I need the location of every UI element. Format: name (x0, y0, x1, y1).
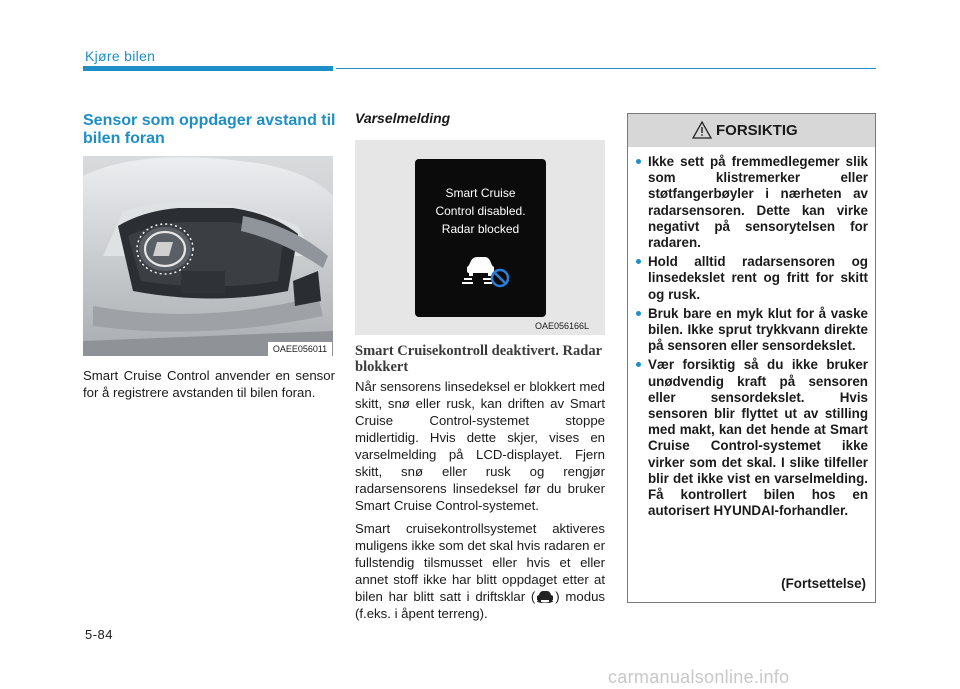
watermark: carmanualsonline.info (608, 667, 790, 687)
header-rule-thin (336, 68, 876, 69)
header-rule-thick (83, 66, 333, 71)
body-paragraph-1: Når sensorens linsedeksel er blokkert med skitt, snø eller rusk, kan driften av Smart Cruise Control-systemet stoppe midlertidig. Hvis dette skjer, vises en varselmelding på LCD-displayet. Fjern skitt, snø eller rusk og rengjør radarsensorens linsedeksel før du bruker Smart Cruise Control-systemet. (355, 379, 605, 513)
message-subheading: Smart Cruisekontroll deaktivert. Radar blokkert (355, 343, 602, 375)
car-front-image (83, 156, 333, 356)
caution-list (636, 154, 868, 522)
car-ready-icon (535, 589, 555, 603)
body-paragraph-2 (355, 520, 605, 622)
lcd-image-caption: OAE056166L (535, 321, 590, 331)
continued-label: (Fortsettelse) (781, 576, 866, 591)
warning-message-heading: Varselmelding (355, 110, 451, 126)
intro-paragraph: Smart Cruise Control anvender en sensor for å registrere avstanden til bilen foran. (83, 368, 335, 400)
lcd-line-2: Control disabled. (435, 204, 526, 218)
section-heading: Sensor som oppdager avstand til bilen foran (83, 112, 336, 147)
caution-item: Vær forsiktig så du ikke bruker unødvendig kraft på sensoren eller sensordekslet. Hvis sensoren blir flyttet ut av stilling med makt, kan det hende at Smart Cruise Control-systemet ikke virker som det skal. I slike tilfeller blir det ikke vist en varselmelding. Få kontrollert bilen hos en autorisert HYUNDAI-forhandler. (636, 357, 868, 519)
paragraph-2-text-b: ) modus (f.eks. i åpent terreng). (355, 589, 605, 621)
caution-title: FORSIKTIG (716, 122, 798, 139)
radar-blocked-icon (460, 251, 510, 289)
lcd-display (415, 159, 546, 317)
caution-item: Hold alltid radarsensoren og linsedekslet rent og fritt for skitt og rusk. (636, 254, 868, 303)
caution-item: Bruk bare en myk klut for å vaske bilen. Ikke sprut trykkvann direkte på sensoren eller sensordekslet. (636, 306, 868, 355)
caution-header (628, 114, 875, 147)
warning-triangle-icon (692, 121, 712, 139)
lcd-line-1: Smart Cruise (445, 186, 516, 200)
message-body (355, 378, 605, 628)
caution-item: Ikke sett på fremmedlegemer slik som klistremerker eller støtfangerbøyler i nærheten av radarsensoren. Dette kan virke negativt på sensorytelsen for radaren. (636, 154, 868, 251)
image-caption: OAEE056011 (268, 342, 332, 356)
page-number: 5-84 (85, 627, 114, 642)
lcd-line-3: Radar blocked (441, 222, 520, 236)
chapter-title: Kjøre bilen (85, 48, 156, 64)
caution-box (627, 113, 876, 603)
paragraph-2-text-a: Smart cruisekontrollsystemet aktiveres muligens ikke som det skal hvis radaren er fullstendig tilsmusset eller hvis et eller annet stoff ikke har blitt oppdaget etter at bilen har blitt satt i driftsklar ( (355, 521, 605, 604)
